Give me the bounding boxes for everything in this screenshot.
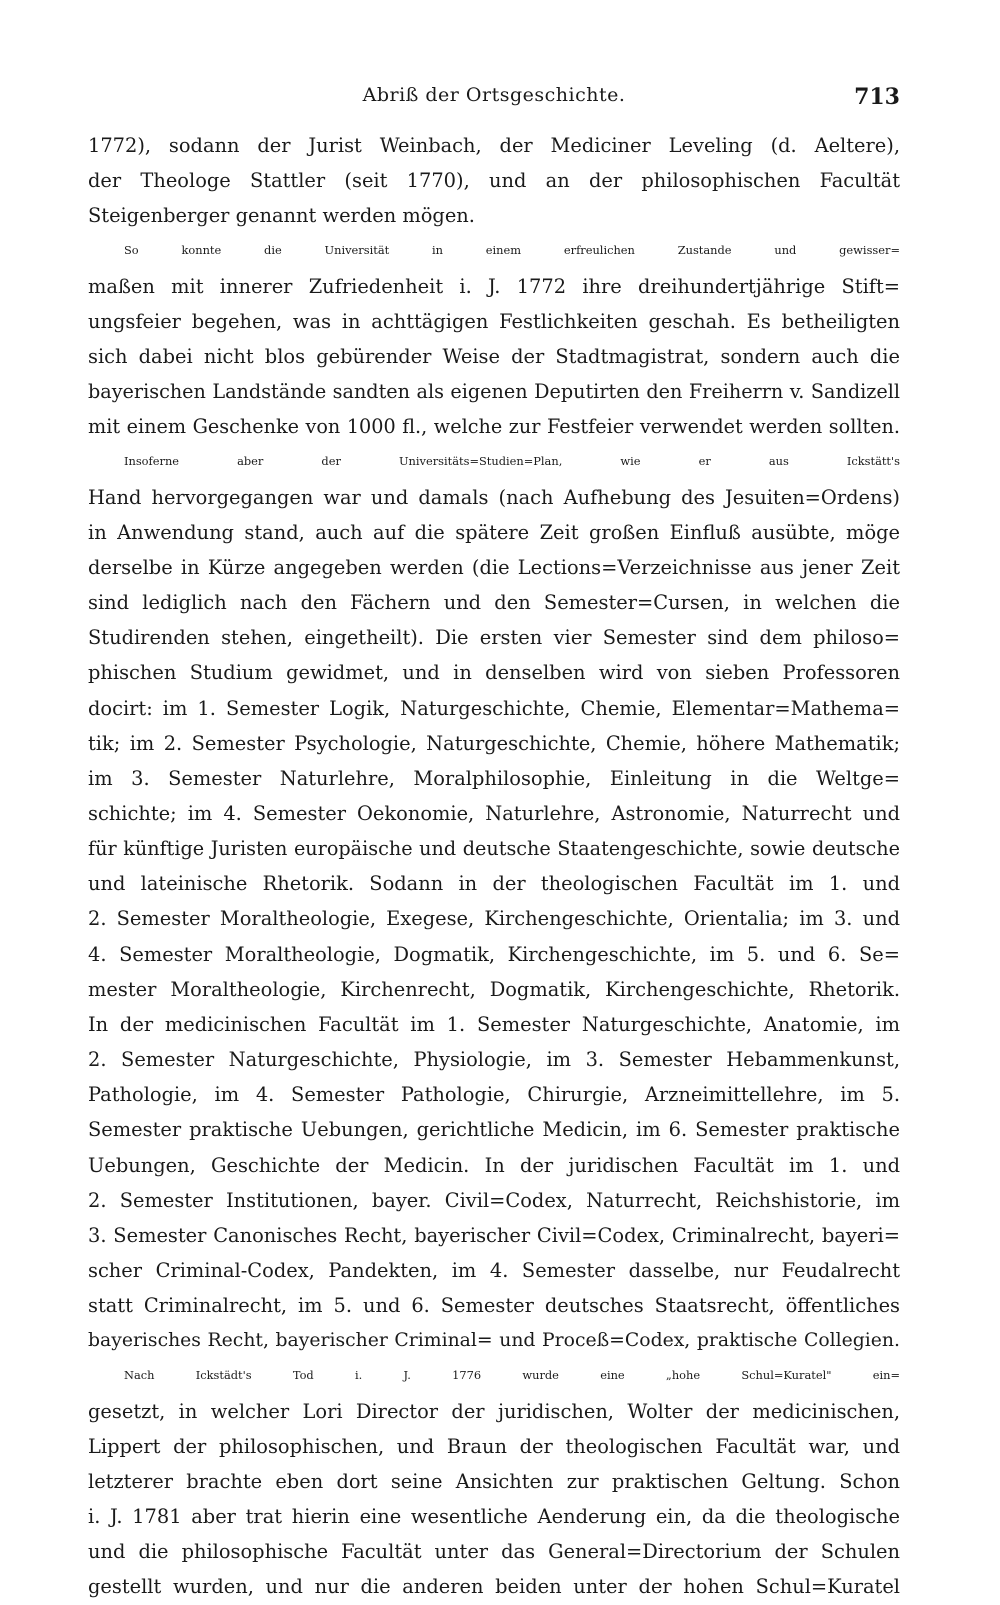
- text-line: Steigenberger genannt werden mögen.: [88, 204, 475, 228]
- text-line: Hand hervorgegangen war und damals (nach Aufhebung des Jesuiten=Ordens): [88, 485, 900, 509]
- text-line: schichte; im 4. Semester Oekonomie, Naturlehre, Astronomie, Naturrecht und: [88, 801, 900, 825]
- text-line: In der medicinischen Facultät im 1. Semester Naturgeschichte, Anatomie, im: [88, 1012, 900, 1036]
- text-line: maßen mit innerer Zufriedenheit i. J. 1772 ihre dreihundertjährige Stift=: [88, 274, 900, 298]
- text-line: mit einem Geschenke von 1000 fl., welche zur Festfeier verwendet werden sollten.: [88, 415, 900, 439]
- text-line: und die philosophische Facultät unter das General=Directorium der Schulen: [88, 1540, 900, 1564]
- page-number: 713: [854, 84, 900, 110]
- text-line: im 3. Semester Naturlehre, Moralphilosophie, Einleitung in die Weltge=: [88, 766, 900, 790]
- page-header: [88, 84, 900, 118]
- text-line: für künftige Juristen europäische und deutsche Staatengeschichte, sowie deutsche: [88, 837, 900, 861]
- text-line: phischen Studium gewidmet, und in denselben wird von sieben Professoren: [88, 661, 900, 685]
- text-line: 2. Semester Institutionen, bayer. Civil=Codex, Naturrecht, Reichshistorie, im: [88, 1188, 900, 1212]
- text-line: Lippert der philosophischen, und Braun der theologischen Facultät war, und: [88, 1434, 900, 1458]
- text-line: Pathologie, im 4. Semester Pathologie, Chirurgie, Arzneimittellehre, im 5.: [88, 1083, 900, 1107]
- text-line: mester Moraltheologie, Kirchenrecht, Dogmatik, Kirchengeschichte, Rhetorik.: [88, 977, 900, 1001]
- text-line: sich dabei nicht blos gebürender Weise der Stadtmagistrat, sondern auch die: [88, 344, 900, 368]
- text-line: ungsfeier begehen, was in achttägigen Festlichkeiten geschah. Es betheiligten: [88, 309, 900, 333]
- paragraph-kuratel: [88, 1358, 900, 1604]
- text-line: Insoferne aber der Universitäts=Studien=Plan, wie er aus Ickstätt's: [124, 454, 900, 469]
- paragraph-study-plan: [88, 444, 900, 1358]
- text-line: Nach Ickstädt's Tod i. J. 1776 wurde eine „hohe Schul=Kuratel" ein=: [124, 1368, 900, 1383]
- text-line: in Anwendung stand, auch auf die spätere Zeit großen Einfluß ausübte, möge: [88, 520, 900, 544]
- running-title: Abriß der Ortsgeschichte.: [362, 84, 626, 106]
- text-line: gestellt wurden, und nur die anderen beiden unter der hohen Schul=Kuratel: [88, 1575, 900, 1599]
- text-line: 3. Semester Canonisches Recht, bayerischer Civil=Codex, Criminalrecht, bayeri=: [88, 1223, 900, 1247]
- body-text: [88, 128, 900, 1605]
- paragraph-continuation: [88, 128, 900, 233]
- text-line: der Theologe Stattler (seit 1770), und an der philosophischen Facultät: [88, 169, 900, 193]
- text-line: statt Criminalrecht, im 5. und 6. Semester deutsches Staatsrecht, öffentliches: [88, 1294, 900, 1318]
- text-line: So konnte die Universität in einem erfreulichen Zustande und gewisser=: [124, 243, 900, 258]
- paragraph-anniversary: [88, 233, 900, 444]
- text-line: tik; im 2. Semester Psychologie, Naturgeschichte, Chemie, höhere Mathematik;: [88, 731, 900, 755]
- text-line: 2. Semester Naturgeschichte, Physiologie, im 3. Semester Hebammenkunst,: [88, 1048, 900, 1072]
- text-line: Semester praktische Uebungen, gerichtliche Medicin, im 6. Semester praktische: [88, 1118, 900, 1142]
- text-line: gesetzt, in welcher Lori Director der juridischen, Wolter der medicinischen,: [88, 1399, 900, 1423]
- text-line: sind lediglich nach den Fächern und den Semester=Cursen, in welchen die: [88, 591, 900, 615]
- text-line: Uebungen, Geschichte der Medicin. In der juridischen Facultät im 1. und: [88, 1153, 900, 1177]
- text-line: letzterer brachte eben dort seine Ansichten zur praktischen Geltung. Schon: [88, 1469, 900, 1493]
- text-line: Studirenden stehen, eingetheilt). Die ersten vier Semester sind dem philoso=: [88, 626, 900, 650]
- text-line: scher Criminal-Codex, Pandekten, im 4. Semester dasselbe, nur Feudalrecht: [88, 1259, 900, 1282]
- text-line: i. J. 1781 aber trat hierin eine wesentliche Aenderung ein, da die theologische: [88, 1505, 900, 1529]
- text-line: und lateinische Rhetorik. Sodann in der theologischen Facultät im 1. und: [88, 872, 900, 896]
- text-line: bayerisches Recht, bayerischer Criminal= und Proceß=Codex, praktische Collegien.: [88, 1330, 900, 1352]
- text-line: 4. Semester Moraltheologie, Dogmatik, Kirchengeschichte, im 5. und 6. Se=: [88, 942, 900, 966]
- text-line: derselbe in Kürze angegeben werden (die Lections=Verzeichnisse aus jener Zeit: [88, 555, 900, 579]
- text-line: docirt: im 1. Semester Logik, Naturgeschichte, Chemie, Elementar=Mathema=: [88, 696, 900, 720]
- text-line: 1772), sodann der Jurist Weinbach, der Mediciner Leveling (d. Aeltere),: [88, 134, 900, 157]
- text-line: 2. Semester Moraltheologie, Exegese, Kirchengeschichte, Orientalia; im 3. und: [88, 907, 900, 931]
- book-page: [88, 84, 900, 1605]
- text-line: bayerischen Landstände sandten als eigenen Deputirten den Freiherrn v. Sandizell: [88, 380, 900, 404]
